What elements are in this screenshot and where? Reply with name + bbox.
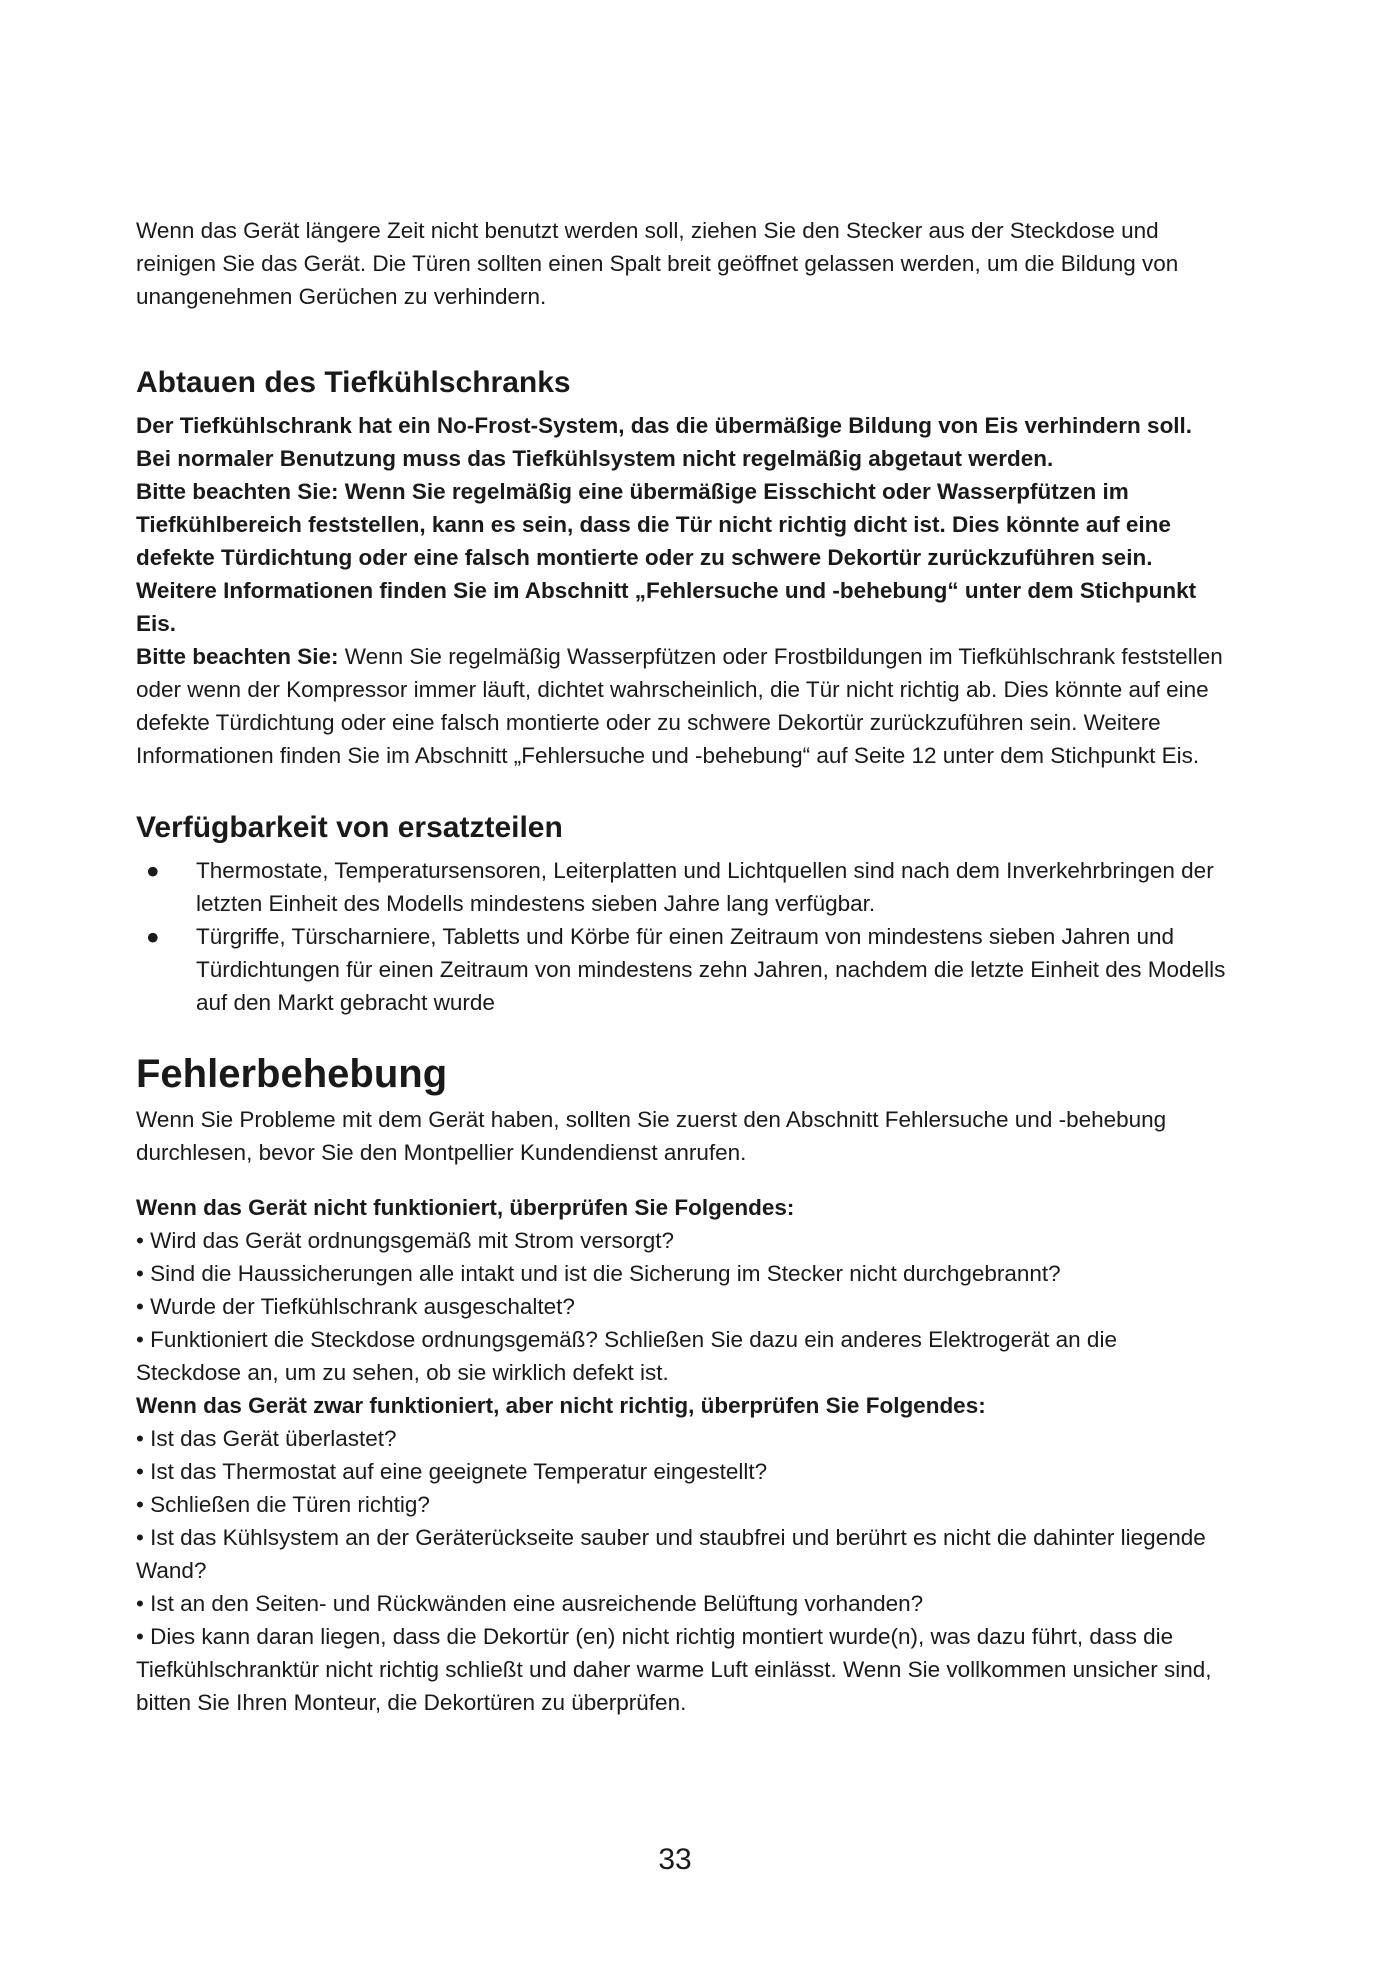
troubleshooting-intro: Wenn Sie Probleme mit dem Gerät haben, sollten Sie zuerst den Abschnitt Fehlersuche und -behebung durchlesen, bevor Sie den Montpellier Kundendienst anrufen.: [136, 1107, 1167, 1165]
list-item: • Funktioniert die Steckdose ordnungsgemäß? Schließen Sie dazu ein anderes Elektrogerät an die Steckdose an, um zu sehen, ob sie wirklich defekt ist.: [136, 1327, 1117, 1385]
list-item: ● Türgriffe, Türscharniere, Tabletts und Körbe für einen Zeitraum von mindestens sieben Jahren und Türdichtungen für einen Zeitraum von mindestens zehn Jahren, nachdem die letzte Einheit des Modells auf den Markt gebracht wurde: [136, 920, 1226, 1019]
defrost-bold-paragraph-2: Bitte beachten Sie: Wenn Sie regelmäßig eine übermäßige Eisschicht oder Wasserpfützen im Tiefkühlbereich feststellen, kann es sein, dass die Tür nicht richtig dicht ist. Dies könnte auf eine defekte Türdichtung oder eine falsch montierte oder zu schwere Dekortür zurückzuführen sein. Weitere Informationen finden Sie im Abschnitt „Fehlersuche und -behebung“ unter dem Stichpunkt Eis.: [136, 479, 1197, 636]
list-item: • Ist das Gerät überlastet?: [136, 1426, 397, 1451]
bullet-icon: ●: [146, 858, 160, 883]
check1-heading: Wenn das Gerät nicht funktioniert, überprüfen Sie Folgendes:: [136, 1195, 795, 1220]
list-item: • Wurde der Tiefkühlschrank ausgeschaltet?: [136, 1294, 575, 1319]
list-item: • Sind die Haussicherungen alle intakt und ist die Sicherung im Stecker nicht durchgebrannt?: [136, 1261, 1061, 1286]
defrost-heading: Abtauen des Tiefkühlschranks: [136, 366, 571, 399]
bullet-icon: ●: [146, 924, 160, 949]
page-number: 33: [658, 1843, 692, 1876]
spares-list: [136, 854, 1226, 1019]
check2-heading: Wenn das Gerät zwar funktioniert, aber nicht richtig, überprüfen Sie Folgendes:: [136, 1393, 986, 1418]
defrost-bold-paragraph-1: Der Tiefkühlschrank hat ein No-Frost-System, das die übermäßige Bildung von Eis verhindern soll. Bei normaler Benutzung muss das Tiefkühlsystem nicht regelmäßig abgetaut werden.: [136, 413, 1193, 471]
note-text: Wenn Sie regelmäßig Wasserpfützen oder Frostbildungen im Tiefkühlschrank feststellen oder wenn der Kompressor immer läuft, dichtet wahrscheinlich, die Tür nicht richtig ab. Dies könnte auf eine defekte Türdichtung oder eine falsch montierte oder zu schwere Dekortür zurückzuführen sein. Weitere Informationen finden Sie im Abschnitt „Fehlersuche und -behebung“ auf Seite 12 unter dem Stichpunkt Eis.: [136, 644, 1223, 768]
list-item: • Ist an den Seiten- und Rückwänden eine ausreichende Belüftung vorhanden?: [136, 1591, 924, 1616]
note-label: Bitte beachten Sie:: [136, 644, 339, 669]
troubleshooting-heading: Fehlerbehebung: [136, 1052, 448, 1096]
list-item: • Ist das Kühlsystem an der Geräterückseite sauber und staubfrei und berührt es nicht die dahinter liegende Wand?: [136, 1525, 1206, 1583]
spares-heading: Verfügbarkeit von ersatzteilen: [136, 811, 563, 844]
defrost-note-paragraph: [136, 640, 1226, 772]
list-item: • Ist das Thermostat auf eine geeignete Temperatur eingestellt?: [136, 1459, 768, 1484]
document-page: [136, 214, 1226, 1719]
list-item: • Dies kann daran liegen, dass die Dekortür (en) nicht richtig montiert wurde(n), was dazu führt, dass die Tiefkühlschranktür nicht richtig schließt und daher warme Luft einlässt. Wenn Sie vollkommen unsicher sind, bitten Sie Ihren Monteur, die Dekortüren zu überprüfen.: [136, 1624, 1212, 1715]
intro-paragraph: Wenn das Gerät längere Zeit nicht benutzt werden soll, ziehen Sie den Stecker aus der Steckdose und reinigen Sie das Gerät. Die Türen sollten einen Spalt breit geöffnet gelassen werden, um die Bildung von unangenehmen Gerüchen zu verhindern.: [136, 218, 1179, 309]
list-item: • Schließen die Türen richtig?: [136, 1492, 430, 1517]
list-item: • Wird das Gerät ordnungsgemäß mit Strom versorgt?: [136, 1228, 675, 1253]
list-item: ● Thermostate, Temperatursensoren, Leiterplatten und Lichtquellen sind nach dem Inverkehrbringen der letzten Einheit des Modells mindestens sieben Jahre lang verfügbar.: [136, 854, 1226, 920]
